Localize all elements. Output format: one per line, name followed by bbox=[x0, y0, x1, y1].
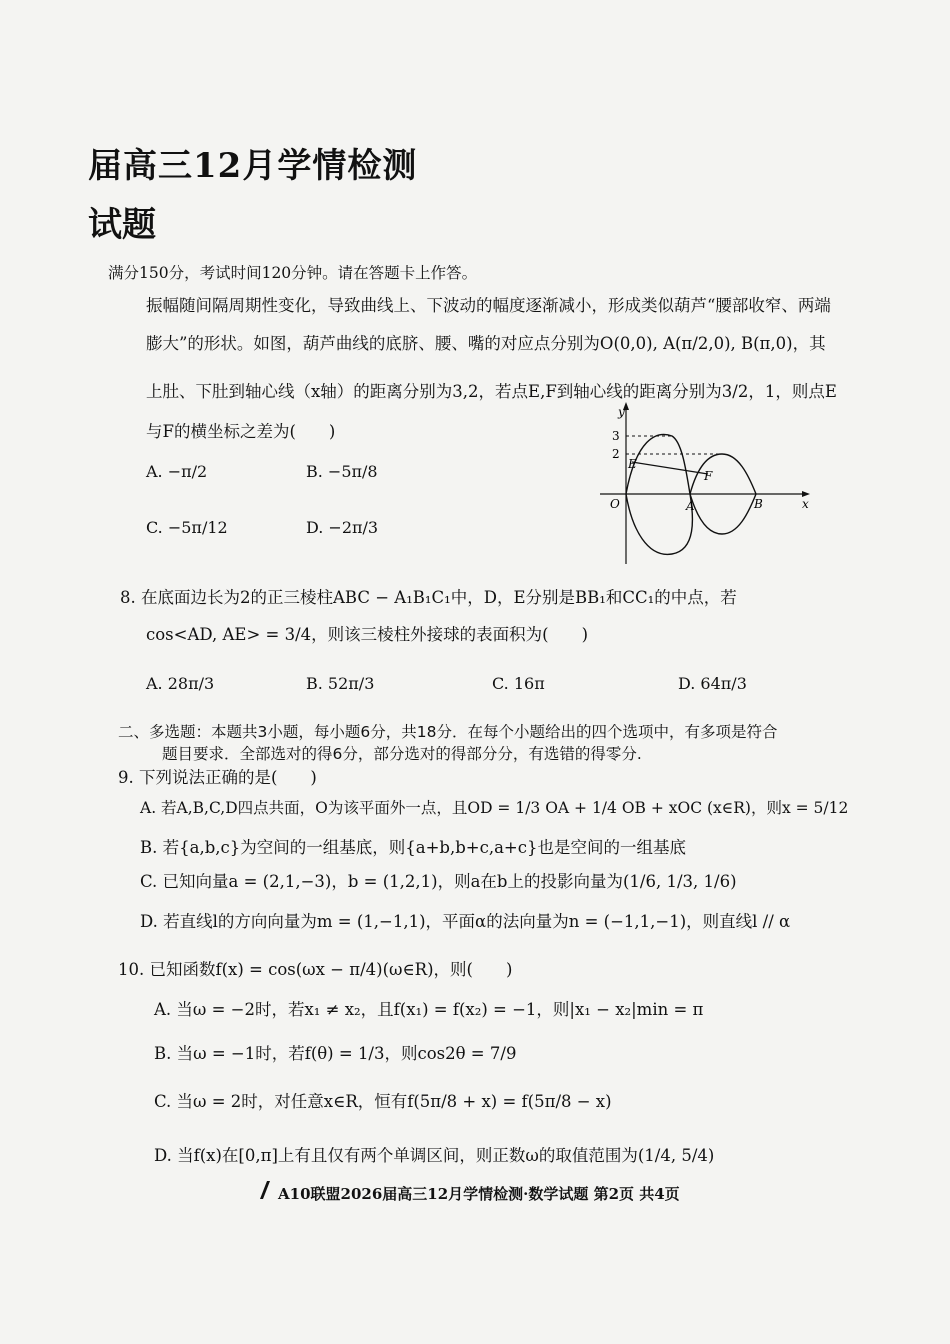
label-b: B bbox=[754, 497, 763, 511]
q7-line-3: 上肚、下肚到轴心线（x轴）的距离分别为3,2，若点E,F到轴心线的距离分别为3/2，1，则点E bbox=[146, 382, 837, 401]
q7-option-c: C. −5π/12 bbox=[146, 518, 228, 537]
q8-option-c: C. 16π bbox=[492, 674, 545, 693]
q8-option-a: A. 28π/3 bbox=[146, 674, 215, 693]
label-y: y bbox=[618, 405, 625, 419]
q9-option-c: C. 已知向量a = (2,1,−3)，b = (1,2,1)，则a在b上的投影向量为(1/6, 1/3, 1/6) bbox=[140, 872, 737, 891]
q7-line-2: 膨大”的形状。如图，葫芦曲线的底脐、腰、嘴的对应点分别为O(0,0), A(π/2,0), B(π,0)，其 bbox=[146, 334, 826, 353]
label-e: E bbox=[628, 457, 637, 471]
q10-option-a: A. 当ω = −2时，若x₁ ≠ x₂，且f(x₁) = f(x₂) = −1，则|x₁ − x₂|min = π bbox=[154, 1000, 704, 1019]
label-2: 2 bbox=[612, 447, 620, 461]
brand-logo-icon bbox=[258, 1180, 272, 1200]
q9-option-b: B. 若{a,b,c}为空间的一组基底，则{a+b,b+c,a+c}也是空间的一组基底 bbox=[140, 838, 686, 857]
q7-option-a: A. −π/2 bbox=[146, 462, 208, 481]
label-f: F bbox=[704, 469, 713, 483]
q7-option-d: D. −2π/3 bbox=[306, 518, 379, 537]
q9-option-d: D. 若直线l的方向向量为m = (1,−1,1)，平面α的法向量为n = (−1,1,−1)，则直线l // α bbox=[140, 912, 791, 931]
page-footer: A10联盟2026届高三12月学情检测·数学试题 第2页 共4页 bbox=[278, 1185, 680, 1203]
section-2-heading-line-2: 题目要求．全部选对的得6分，部分选对的得部分分，有选错的得零分. bbox=[162, 745, 642, 763]
gourd-curve-graph bbox=[596, 400, 816, 568]
exam-instruction: 满分150分，考试时间120分钟。请在答题卡上作答。 bbox=[108, 264, 478, 282]
page-subtitle: 试题 bbox=[88, 205, 156, 245]
q8-line-1: 8. 在底面边长为2的正三棱柱ABC − A₁B₁C₁中，D，E分别是BB₁和CC₁的中点，若 bbox=[120, 588, 737, 607]
q7-line-1: 振幅随间隔周期性变化，导致曲线上、下波动的幅度逐渐减小，形成类似葫芦“腰部收窄、两端 bbox=[146, 296, 831, 315]
section-2-heading-line-1: 二、多选题：本题共3小题，每小题6分，共18分．在每个小题给出的四个选项中，有多项是符合 bbox=[118, 723, 778, 741]
segment-ef bbox=[632, 462, 708, 474]
q7-option-b: B. −5π/8 bbox=[306, 462, 378, 481]
label-x: x bbox=[802, 497, 809, 511]
q8-line-2: cos<AD, AE> = 3/4，则该三棱柱外接球的表面积为( ) bbox=[146, 625, 589, 644]
q10-option-d: D. 当f(x)在[0,π]上有且仅有两个单调区间，则正数ω的取值范围为(1/4, 5/4) bbox=[154, 1146, 715, 1165]
q7-line-4: 与F的横坐标之差为( ) bbox=[146, 422, 336, 441]
q10-option-c: C. 当ω = 2时，对任意x∈R，恒有f(5π/8 + x) = f(5π/8 − x) bbox=[154, 1092, 612, 1111]
label-o: O bbox=[610, 497, 620, 511]
q8-option-d: D. 64π/3 bbox=[678, 674, 747, 693]
q9-stem: 9. 下列说法正确的是( ) bbox=[118, 768, 317, 787]
label-a: A bbox=[686, 499, 695, 513]
label-3: 3 bbox=[612, 429, 620, 443]
q8-option-b: B. 52π/3 bbox=[306, 674, 375, 693]
page-title: 届高三12月学情检测 bbox=[88, 146, 418, 186]
q9-option-a: A. 若A,B,C,D四点共面，O为该平面外一点，且OD = 1/3 OA + 1/4 OB + xOC (x∈R)，则x = 5/12 bbox=[140, 799, 849, 817]
q10-stem: 10. 已知函数f(x) = cos(ωx − π/4)(ω∈R)，则( ) bbox=[118, 960, 513, 979]
q10-option-b: B. 当ω = −1时，若f(θ) = 1/3，则cos2θ = 7/9 bbox=[154, 1044, 517, 1063]
